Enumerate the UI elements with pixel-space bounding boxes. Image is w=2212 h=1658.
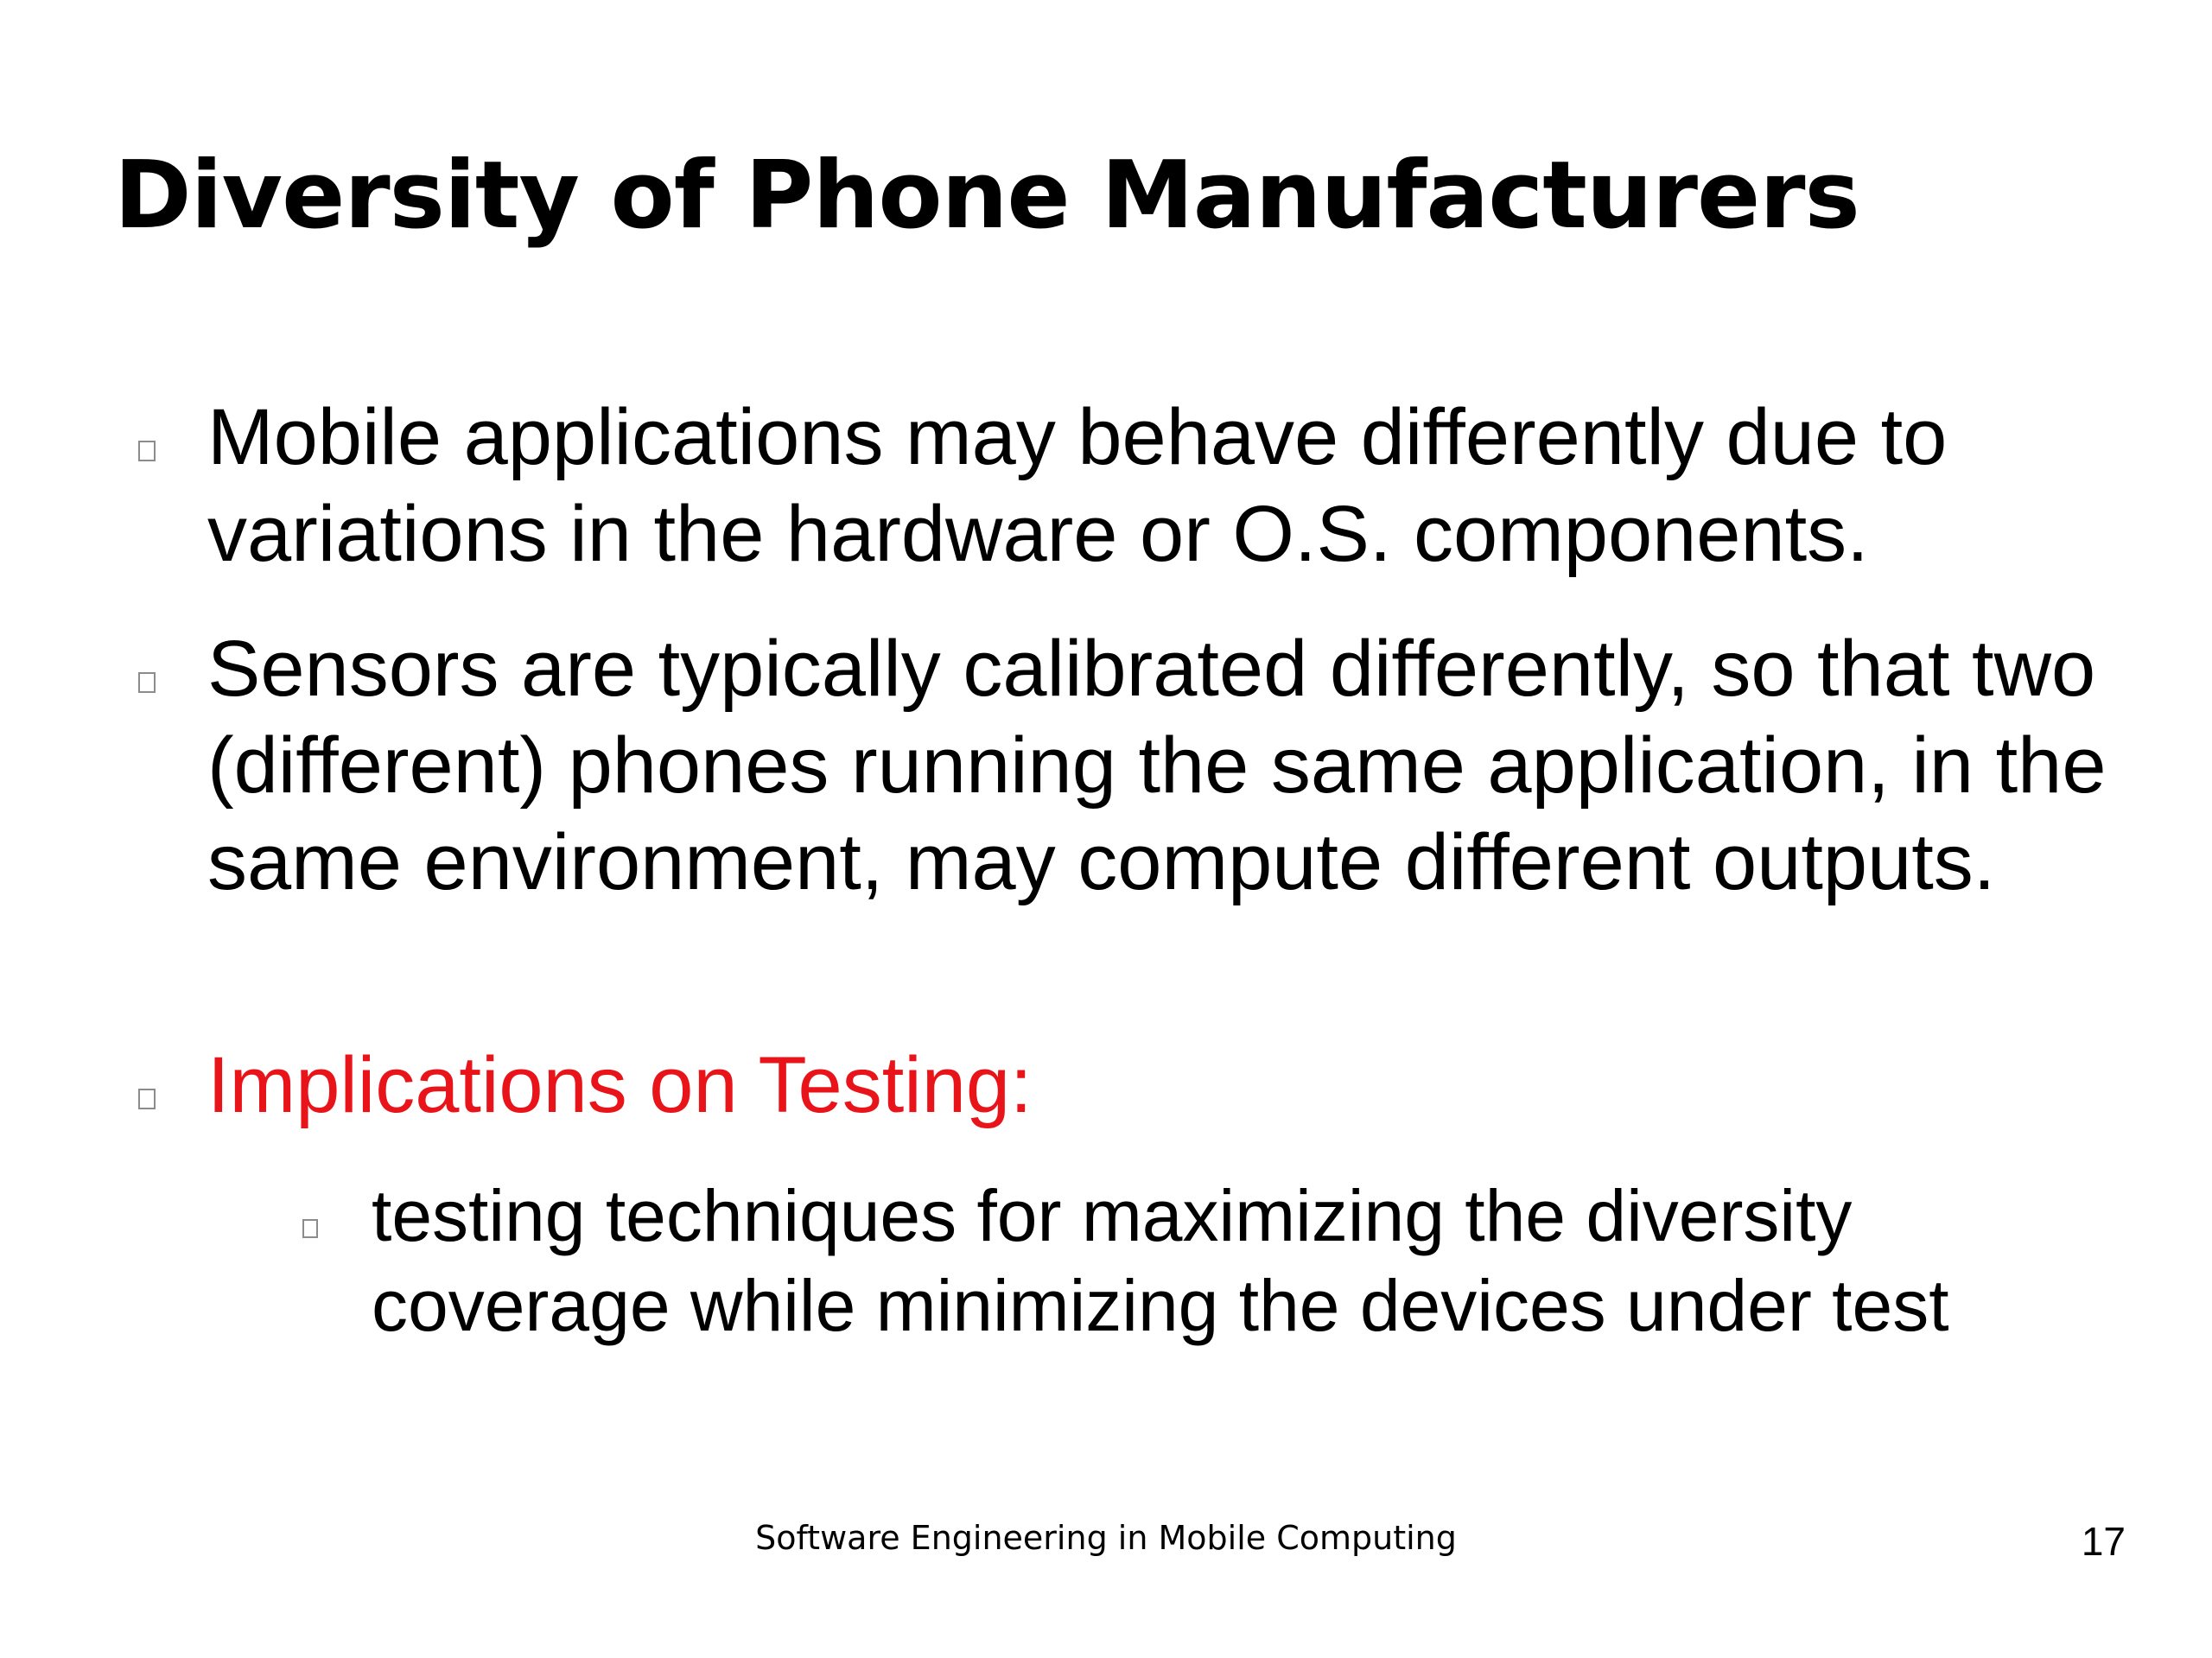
bullet-square-icon [138,1089,156,1109]
slide-title: Diversity of Phone Manufacturers [114,142,1859,250]
bullet-text: Sensors are typically calibrated differently, so that two (different) phones running the same application, in the same environment, may compute different outputs. [207,625,2107,906]
slide-footer: Software Engineering in Mobile Computing [755,1519,1457,1557]
page-number: 17 [2081,1519,2126,1564]
bullet-square-icon [138,441,156,461]
sub-bullet-text: testing techniques for maximizing the diversity coverage while minimizing the devices under test [372,1175,1949,1346]
bullet-text: Mobile applications may behave differently due to variations in the hardware or O.S. components. [207,393,1948,578]
bullet-text-highlight: Implications on Testing: [207,1041,1033,1129]
sub-bullet-square-icon [302,1219,318,1238]
bullet-square-icon [138,672,156,693]
